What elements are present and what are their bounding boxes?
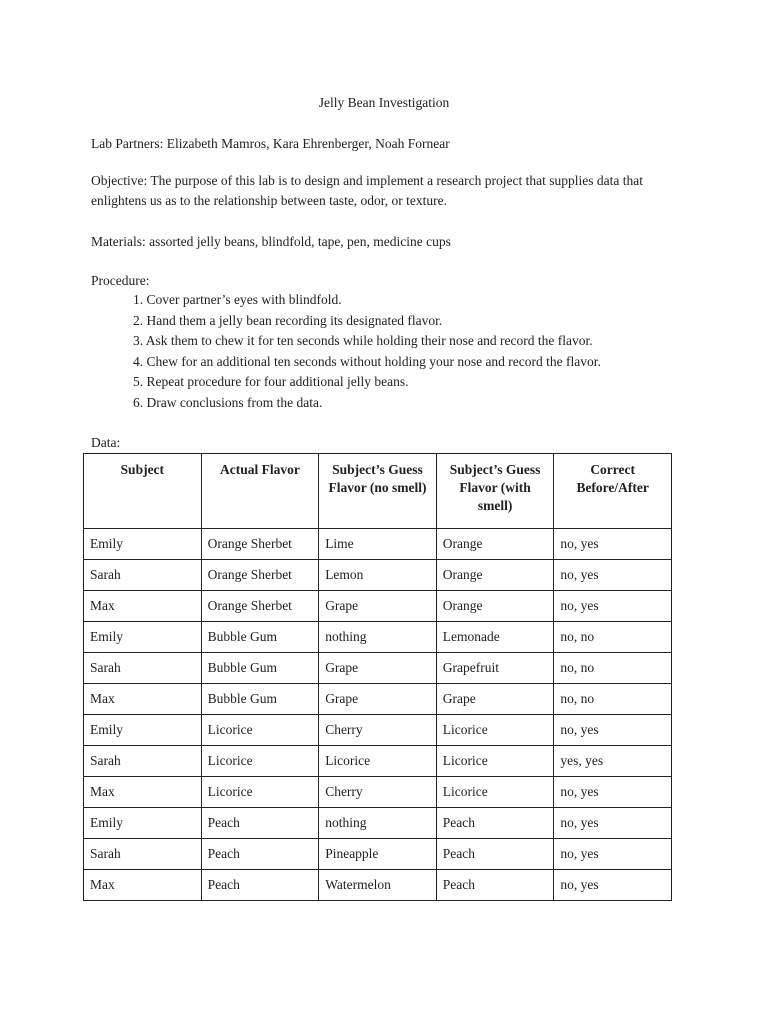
cell-guess-with-smell: Licorice bbox=[436, 715, 554, 746]
cell-guess-no-smell: Lime bbox=[319, 529, 437, 560]
procedure-heading: Procedure: bbox=[91, 273, 150, 288]
table-row bbox=[84, 808, 672, 839]
data-heading: Data: bbox=[91, 435, 121, 450]
cell-guess-with-smell: Licorice bbox=[436, 746, 554, 777]
cell-correct: no, yes bbox=[554, 870, 672, 901]
procedure-step: 5. Repeat procedure for four additional jelly beans. bbox=[133, 374, 409, 390]
table-row bbox=[84, 529, 672, 560]
cell-actual-flavor: Orange Sherbet bbox=[201, 560, 319, 591]
cell-guess-no-smell: Cherry bbox=[319, 715, 437, 746]
header-actual-flavor: Actual Flavor bbox=[201, 454, 319, 529]
procedure-step: 2. Hand them a jelly bean recording its designated flavor. bbox=[133, 312, 443, 328]
cell-actual-flavor: Orange Sherbet bbox=[201, 529, 319, 560]
objective-paragraph: Objective: The purpose of this lab is to design and implement a research project that supplies data that enlightens us as to the relationship between taste, odor, or texture. bbox=[91, 173, 643, 208]
cell-guess-no-smell: Grape bbox=[319, 653, 437, 684]
cell-guess-with-smell: Peach bbox=[436, 870, 554, 901]
cell-guess-no-smell: Grape bbox=[319, 591, 437, 622]
procedure-step: 3. Ask them to chew it for ten seconds while holding their nose and record the flavor. bbox=[133, 333, 593, 349]
cell-guess-no-smell: Licorice bbox=[319, 746, 437, 777]
cell-correct: no, no bbox=[554, 622, 672, 653]
cell-correct: no, no bbox=[554, 684, 672, 715]
cell-actual-flavor: Licorice bbox=[201, 715, 319, 746]
table-header-row bbox=[84, 454, 672, 529]
cell-correct: no, yes bbox=[554, 715, 672, 746]
cell-guess-with-smell: Lemonade bbox=[436, 622, 554, 653]
results-table bbox=[83, 453, 672, 901]
cell-correct: no, yes bbox=[554, 591, 672, 622]
table-row bbox=[84, 715, 672, 746]
procedure-step: 4. Chew for an additional ten seconds without holding your nose and record the flavor. bbox=[133, 353, 601, 369]
cell-correct: no, yes bbox=[554, 808, 672, 839]
cell-subject: Sarah bbox=[84, 746, 202, 777]
cell-actual-flavor: Orange Sherbet bbox=[201, 591, 319, 622]
cell-guess-with-smell: Peach bbox=[436, 839, 554, 870]
table-row bbox=[84, 746, 672, 777]
cell-guess-no-smell: Watermelon bbox=[319, 870, 437, 901]
cell-subject: Emily bbox=[84, 715, 202, 746]
header-guess-with-smell: Subject’s Guess Flavor (with smell) bbox=[436, 454, 554, 529]
header-guess-no-smell: Subject’s Guess Flavor (no smell) bbox=[319, 454, 437, 529]
cell-subject: Emily bbox=[84, 529, 202, 560]
table-row bbox=[84, 684, 672, 715]
cell-guess-no-smell: nothing bbox=[319, 808, 437, 839]
cell-correct: yes, yes bbox=[554, 746, 672, 777]
cell-guess-with-smell: Grapefruit bbox=[436, 653, 554, 684]
cell-actual-flavor: Peach bbox=[201, 808, 319, 839]
cell-guess-with-smell: Peach bbox=[436, 808, 554, 839]
lab-partners-line: Lab Partners: Elizabeth Mamros, Kara Ehrenberger, Noah Fornear bbox=[91, 136, 450, 151]
table-row bbox=[84, 591, 672, 622]
cell-subject: Sarah bbox=[84, 839, 202, 870]
cell-guess-no-smell: Cherry bbox=[319, 777, 437, 808]
cell-actual-flavor: Bubble Gum bbox=[201, 622, 319, 653]
cell-guess-with-smell: Orange bbox=[436, 529, 554, 560]
materials-line: Materials: assorted jelly beans, blindfold, tape, pen, medicine cups bbox=[91, 234, 451, 249]
header-correct-before-after: Correct Before/After bbox=[554, 454, 672, 529]
document-title: Jelly Bean Investigation bbox=[318, 95, 450, 110]
cell-guess-with-smell: Grape bbox=[436, 684, 554, 715]
table-row bbox=[84, 870, 672, 901]
cell-subject: Max bbox=[84, 870, 202, 901]
cell-subject: Emily bbox=[84, 808, 202, 839]
cell-subject: Max bbox=[84, 777, 202, 808]
cell-guess-no-smell: nothing bbox=[319, 622, 437, 653]
cell-actual-flavor: Bubble Gum bbox=[201, 653, 319, 684]
cell-guess-with-smell: Orange bbox=[436, 591, 554, 622]
cell-actual-flavor: Peach bbox=[201, 870, 319, 901]
cell-correct: no, yes bbox=[554, 777, 672, 808]
cell-subject: Emily bbox=[84, 622, 202, 653]
procedure-step: 6. Draw conclusions from the data. bbox=[133, 394, 323, 410]
cell-actual-flavor: Licorice bbox=[201, 746, 319, 777]
cell-correct: no, yes bbox=[554, 839, 672, 870]
table-row bbox=[84, 560, 672, 591]
cell-actual-flavor: Licorice bbox=[201, 777, 319, 808]
cell-correct: no, yes bbox=[554, 560, 672, 591]
table-row bbox=[84, 839, 672, 870]
procedure-step: 1. Cover partner’s eyes with blindfold. bbox=[133, 292, 342, 307]
cell-actual-flavor: Peach bbox=[201, 839, 319, 870]
table-row bbox=[84, 622, 672, 653]
cell-subject: Max bbox=[84, 591, 202, 622]
cell-guess-no-smell: Lemon bbox=[319, 560, 437, 591]
cell-guess-no-smell: Grape bbox=[319, 684, 437, 715]
cell-guess-with-smell: Orange bbox=[436, 560, 554, 591]
cell-correct: no, no bbox=[554, 653, 672, 684]
cell-correct: no, yes bbox=[554, 529, 672, 560]
cell-actual-flavor: Bubble Gum bbox=[201, 684, 319, 715]
cell-subject: Max bbox=[84, 684, 202, 715]
header-subject: Subject bbox=[84, 454, 202, 529]
cell-guess-no-smell: Pineapple bbox=[319, 839, 437, 870]
procedure-steps-list bbox=[133, 290, 601, 414]
table-row bbox=[84, 653, 672, 684]
cell-subject: Sarah bbox=[84, 653, 202, 684]
cell-subject: Sarah bbox=[84, 560, 202, 591]
cell-guess-with-smell: Licorice bbox=[436, 777, 554, 808]
table-row bbox=[84, 777, 672, 808]
